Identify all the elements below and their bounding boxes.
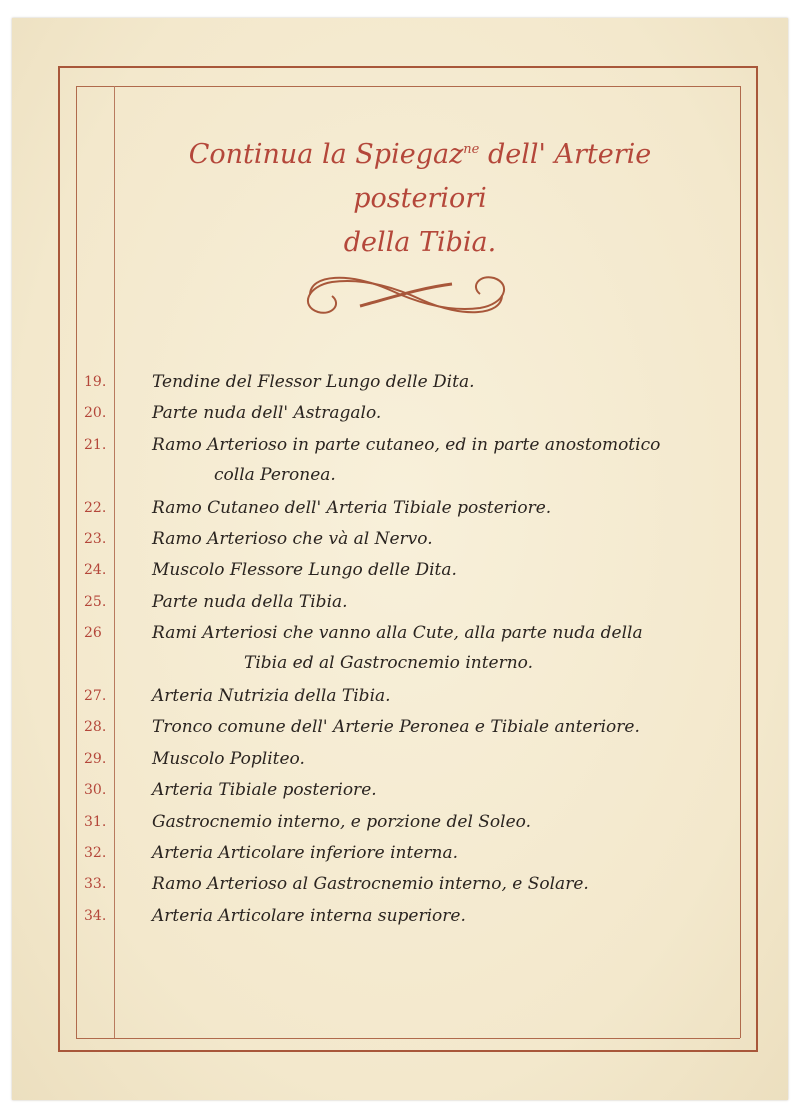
page-title <box>120 128 720 265</box>
inner-border-top <box>76 86 740 87</box>
entry-number: 33. <box>84 876 107 893</box>
entry-number: 32. <box>84 845 107 861</box>
list-item <box>0 776 760 806</box>
entry-number: 22. <box>84 499 107 516</box>
entry-text: Muscolo Flessore Lungo delle Dita. <box>152 560 457 581</box>
entry-text: Parte nuda della Tibia. <box>152 591 348 612</box>
entry-text: Arteria Nutrizia della Tibia. <box>152 686 391 706</box>
list-item <box>0 525 760 555</box>
entry-number: 26 <box>84 625 102 642</box>
entry-text: Muscolo Popliteo. <box>152 748 305 769</box>
entry-number: 28. <box>84 719 107 736</box>
list-item <box>0 902 760 932</box>
list-item <box>0 368 760 398</box>
title-line-2: della Tibia. <box>343 227 497 258</box>
entry-text: Arteria Articolare interna superiore. <box>152 905 466 926</box>
list-item <box>0 431 760 485</box>
entry-text: Ramo Arterioso al Gastrocnemio interno, e Solare. <box>152 874 589 895</box>
list-item <box>0 588 760 618</box>
list-item <box>0 682 760 712</box>
entry-text: Parte nuda dell' Astragalo. <box>152 403 382 424</box>
entry-number: 21. <box>84 436 107 453</box>
entry-text: Ramo Arterioso in parte cutaneo, ed in parte anostomotico <box>152 434 661 455</box>
entry-text: Ramo Arterioso che và al Nervo. <box>152 529 433 549</box>
entry-continuation: Tibia ed al Gastrocnemio interno. <box>244 653 534 674</box>
title-line-1: Continua la Spiegaz$^{ne}$ dell' Arterie posteriori <box>188 139 652 214</box>
entry-text: Arteria Articolare inferiore interna. <box>152 843 459 863</box>
entry-text: Arteria Tibiale posteriore. <box>152 780 377 801</box>
list-item <box>0 556 760 586</box>
entry-number: 20. <box>84 405 107 422</box>
entry-text: Tendine del Flessor Lungo delle Dita. <box>152 372 475 392</box>
list-item <box>0 494 760 524</box>
list-item <box>0 808 760 838</box>
entry-number: 19. <box>84 374 107 390</box>
list-item <box>0 713 760 743</box>
list-item <box>0 399 760 429</box>
entry-text: Ramo Cutaneo dell' Arteria Tibiale posteriore. <box>152 497 552 518</box>
entry-number: 34. <box>84 907 107 924</box>
list-item <box>0 839 760 869</box>
entry-number: 31. <box>84 813 107 830</box>
entry-number: 27. <box>84 688 107 704</box>
entry-continuation: colla Peronea. <box>214 464 336 485</box>
calligraphic-flourish <box>290 262 522 328</box>
entry-number: 23. <box>84 531 107 547</box>
entry-text: Tronco comune dell' Arterie Peronea e Tibiale anteriore. <box>152 717 640 738</box>
list-item <box>0 745 760 775</box>
entry-number: 24. <box>84 562 107 579</box>
entry-number: 30. <box>84 782 107 799</box>
list-item <box>0 870 760 900</box>
inner-border-bottom <box>76 1038 740 1039</box>
entry-number: 29. <box>84 750 107 767</box>
entry-text: Gastrocnemio interno, e porzione del Soleo. <box>152 811 532 832</box>
entry-text: Rami Arteriosi che vanno alla Cute, alla parte nuda della <box>152 623 643 644</box>
entry-number: 25. <box>84 593 107 610</box>
list-item <box>0 619 760 674</box>
